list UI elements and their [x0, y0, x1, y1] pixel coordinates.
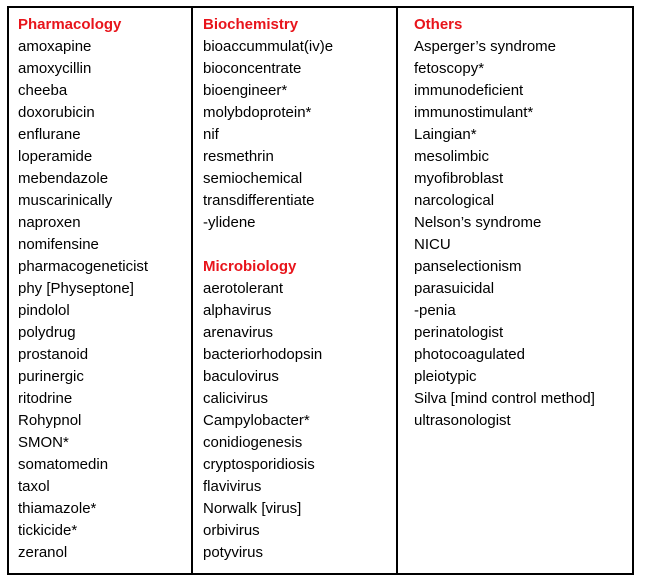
- term-item: calicivirus: [203, 390, 269, 407]
- column-others: [396, 8, 632, 573]
- heading-pharmacology: Pharmacology: [18, 16, 122, 33]
- list-microbiology: [203, 278, 396, 564]
- term-item: Silva [mind control method]: [414, 390, 595, 407]
- heading-microbiology: Microbiology: [203, 258, 297, 275]
- term-item: amoxycillin: [18, 60, 92, 77]
- term-item: conidiogenesis: [203, 434, 303, 451]
- term-item: ritodrine: [18, 390, 73, 407]
- term-item: zeranol: [18, 544, 68, 561]
- term-item: Laingian*: [414, 126, 477, 143]
- section-spacer: [203, 234, 396, 256]
- term-item: pleiotypic: [414, 368, 477, 385]
- term-item: SMON*: [18, 434, 69, 451]
- term-item: polydrug: [18, 324, 76, 341]
- term-item: nif: [203, 126, 219, 143]
- term-item: pindolol: [18, 302, 70, 319]
- term-item: bioconcentrate: [203, 60, 302, 77]
- term-item: -ylidene: [203, 214, 256, 231]
- term-item: mesolimbic: [414, 148, 490, 165]
- term-item: bacteriorhodopsin: [203, 346, 323, 363]
- term-item: cheeba: [18, 82, 68, 99]
- term-item: immunostimulant*: [414, 104, 534, 121]
- term-item: enflurane: [18, 126, 81, 143]
- term-item: purinergic: [18, 368, 84, 385]
- term-item: Norwalk [virus]: [203, 500, 302, 517]
- term-item: phy [Physeptone]: [18, 280, 134, 297]
- term-item: tickicide*: [18, 522, 78, 539]
- term-item: resmethrin: [203, 148, 274, 165]
- term-item: NICU: [414, 236, 451, 253]
- list-biochemistry: [203, 36, 396, 234]
- term-item: amoxapine: [18, 38, 92, 55]
- term-item: Rohypnol: [18, 412, 82, 429]
- term-item: orbivirus: [203, 522, 260, 539]
- term-item: bioaccummulat(iv)e: [203, 38, 334, 55]
- term-item: Nelson’s syndrome: [414, 214, 542, 231]
- term-item: nomifensine: [18, 236, 99, 253]
- term-item: somatomedin: [18, 456, 109, 473]
- term-item: parasuicidal: [414, 280, 495, 297]
- term-item: loperamide: [18, 148, 93, 165]
- term-item: mebendazole: [18, 170, 109, 187]
- term-item: ultrasonologist: [414, 412, 511, 429]
- term-item: thiamazole*: [18, 500, 97, 517]
- term-item: bioengineer*: [203, 82, 288, 99]
- term-item: pharmacogeneticist: [18, 258, 149, 275]
- term-item: transdifferentiate: [203, 192, 315, 209]
- term-item: narcological: [414, 192, 495, 209]
- heading-biochemistry: Biochemistry: [203, 16, 299, 33]
- term-item: alphavirus: [203, 302, 272, 319]
- heading-others: Others: [414, 16, 463, 33]
- term-item: fetoscopy*: [414, 60, 485, 77]
- term-item: panselectionism: [414, 258, 522, 275]
- term-item: -penia: [414, 302, 456, 319]
- term-table: [7, 6, 634, 575]
- term-item: muscarinically: [18, 192, 113, 209]
- term-item: cryptosporidiosis: [203, 456, 315, 473]
- term-item: perinatologist: [414, 324, 504, 341]
- term-item: semiochemical: [203, 170, 303, 187]
- term-item: Campylobacter*: [203, 412, 310, 429]
- term-item: potyvirus: [203, 544, 264, 561]
- term-item: myofibroblast: [414, 170, 504, 187]
- term-item: flavivirus: [203, 478, 262, 495]
- term-item: naproxen: [18, 214, 81, 231]
- term-item: doxorubicin: [18, 104, 95, 121]
- column-pharmacology: [9, 8, 191, 573]
- term-item: baculovirus: [203, 368, 279, 385]
- term-item: molybdoprotein*: [203, 104, 312, 121]
- term-item: arenavirus: [203, 324, 274, 341]
- term-item: photocoagulated: [414, 346, 525, 363]
- column-biochemistry-microbiology: [191, 8, 396, 573]
- term-item: immunodeficient: [414, 82, 524, 99]
- term-item: prostanoid: [18, 346, 89, 363]
- term-item: taxol: [18, 478, 50, 495]
- list-others: [414, 36, 632, 432]
- list-pharmacology: [18, 36, 191, 564]
- term-item: aerotolerant: [203, 280, 284, 297]
- term-item: Asperger’s syndrome: [414, 38, 557, 55]
